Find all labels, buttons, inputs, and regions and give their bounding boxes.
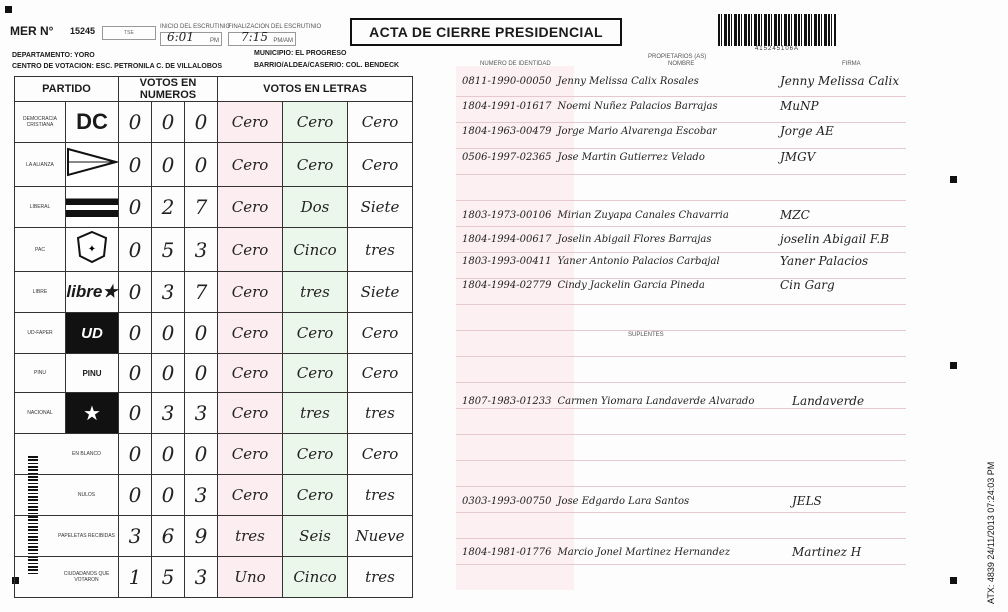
vote-digit[interactable]: 0 bbox=[119, 143, 152, 187]
barrio-label: BARRIO/ALDEA/CASERIO: bbox=[254, 62, 344, 69]
barrio-value: COL. BENDECK bbox=[345, 62, 400, 69]
vote-word[interactable]: Cero bbox=[218, 393, 283, 434]
vote-word[interactable]: Cero bbox=[283, 434, 348, 475]
registration-mark bbox=[950, 362, 957, 369]
vote-word[interactable]: Cero bbox=[348, 313, 413, 354]
vote-word[interactable]: Cero bbox=[348, 354, 413, 393]
inicio-ampm: PM bbox=[210, 38, 219, 44]
member-id[interactable]: 0811-1990-00050 bbox=[462, 76, 552, 87]
vote-digit[interactable]: 0 bbox=[152, 354, 185, 393]
table-row bbox=[15, 143, 413, 187]
vote-word[interactable]: Cinco bbox=[283, 557, 348, 598]
table-row bbox=[15, 516, 413, 557]
tse-logo-icon: TSE bbox=[102, 26, 156, 40]
vote-digit[interactable]: 0 bbox=[152, 143, 185, 187]
mer-number: 15245 bbox=[70, 26, 96, 36]
ruled-line bbox=[456, 330, 906, 331]
ruled-line bbox=[456, 96, 906, 97]
vote-digit[interactable]: 0 bbox=[119, 272, 152, 313]
vote-word[interactable]: tres bbox=[283, 393, 348, 434]
member-row bbox=[462, 76, 699, 87]
centro-row bbox=[12, 63, 222, 70]
member-id[interactable]: 1803-1973-00106 bbox=[462, 210, 552, 221]
fin-time: 7:15 bbox=[241, 30, 268, 44]
member-id[interactable]: 0303-1993-00750 bbox=[462, 496, 552, 507]
vote-digit[interactable]: 0 bbox=[119, 313, 152, 354]
vote-digit[interactable]: 6 bbox=[152, 516, 185, 557]
vote-word[interactable]: Dos bbox=[283, 187, 348, 228]
vote-digit[interactable]: 0 bbox=[152, 475, 185, 516]
member-signature[interactable]: JELS bbox=[792, 494, 822, 508]
table-row bbox=[15, 354, 413, 393]
party-logo-icon bbox=[66, 187, 119, 228]
vote-digit[interactable]: 0 bbox=[119, 187, 152, 228]
vote-digit[interactable]: 0 bbox=[185, 102, 218, 143]
vote-digit[interactable]: 0 bbox=[152, 102, 185, 143]
party-name: UD-FAPER bbox=[15, 313, 66, 354]
member-signature[interactable]: Martinez H bbox=[792, 545, 862, 559]
col-partido: PARTIDO bbox=[15, 77, 119, 102]
barcode-number: 415245106A bbox=[754, 46, 800, 52]
registration-mark bbox=[5, 6, 12, 13]
departamento-row bbox=[12, 52, 95, 59]
vote-digit[interactable]: 0 bbox=[119, 475, 152, 516]
ruled-line bbox=[456, 200, 906, 201]
ruled-line bbox=[456, 408, 906, 409]
member-id[interactable]: 1803-1993-00411 bbox=[462, 256, 552, 267]
member-row bbox=[462, 234, 712, 245]
member-id[interactable]: 1804-1994-02779 bbox=[462, 280, 552, 291]
vote-word[interactable]: tres bbox=[283, 272, 348, 313]
member-id[interactable]: 1807-1983-01233 bbox=[462, 396, 552, 407]
vote-word[interactable]: Cero bbox=[283, 354, 348, 393]
nombre-label: NOMBRE bbox=[668, 61, 695, 67]
ruled-line bbox=[456, 356, 906, 357]
vote-word[interactable]: Cero bbox=[218, 313, 283, 354]
ruled-line bbox=[456, 382, 906, 383]
vote-word[interactable]: Siete bbox=[348, 272, 413, 313]
vote-word[interactable]: Cero bbox=[283, 313, 348, 354]
ruled-line bbox=[456, 512, 906, 513]
timestamp-stamp: ATX: 4839 24/11/2013 07:24:03 PM bbox=[986, 461, 996, 604]
svg-text:✦: ✦ bbox=[87, 244, 97, 255]
suplentes-label: SUPLENTES bbox=[628, 332, 664, 338]
table-row bbox=[15, 102, 413, 143]
ruled-line bbox=[456, 226, 906, 227]
vote-digit[interactable]: 5 bbox=[152, 228, 185, 272]
fin-box bbox=[228, 32, 296, 46]
party-logo-icon: ★ bbox=[66, 393, 119, 434]
member-signature[interactable]: Jenny Melissa Calix bbox=[780, 74, 900, 88]
vote-word[interactable]: Cero bbox=[218, 272, 283, 313]
party-name: PINU bbox=[15, 354, 66, 393]
vote-digit[interactable]: 7 bbox=[185, 272, 218, 313]
party-name: EN BLANCO bbox=[15, 434, 119, 475]
party-logo-icon bbox=[66, 143, 119, 187]
ruled-line bbox=[456, 486, 906, 487]
party-name: LA ALIANZA bbox=[15, 143, 66, 187]
table-row bbox=[15, 313, 413, 354]
ruled-line bbox=[456, 434, 906, 435]
member-id[interactable]: 1804-1981-01776 bbox=[462, 547, 552, 558]
member-name[interactable]: Yaner Antonio Palacios Carbajal bbox=[557, 256, 720, 267]
party-logo-icon: DC bbox=[66, 102, 119, 143]
member-name[interactable]: Mirian Zuyapa Canales Chavarria bbox=[557, 210, 729, 221]
member-name[interactable]: Carmen Yiomara Landaverde Alvarado bbox=[557, 396, 755, 407]
ruled-line bbox=[456, 174, 906, 175]
member-signature[interactable]: Yaner Palacios bbox=[780, 254, 869, 268]
member-name[interactable]: Jose Martin Gutierrez Velado bbox=[557, 152, 705, 163]
col-letras: VOTOS EN LETRAS bbox=[218, 77, 413, 102]
vote-digit[interactable]: 3 bbox=[185, 393, 218, 434]
ruled-line bbox=[456, 278, 906, 279]
party-name: NACIONAL bbox=[15, 393, 66, 434]
party-logo-icon: libre★ bbox=[66, 272, 119, 313]
votes-table bbox=[14, 76, 413, 598]
propietarios-label: PROPIETARIOS (AS) bbox=[648, 54, 707, 60]
vote-digit[interactable]: 3 bbox=[119, 516, 152, 557]
vote-word[interactable]: Cero bbox=[283, 102, 348, 143]
departamento-label: DEPARTAMENTO: bbox=[12, 52, 73, 59]
party-name: CIUDADANOS QUE VOTARON bbox=[15, 557, 119, 598]
party-name: PAPELETAS RECIBIDAS bbox=[15, 516, 119, 557]
vote-word[interactable]: tres bbox=[348, 475, 413, 516]
vote-digit[interactable]: 0 bbox=[119, 434, 152, 475]
vote-word[interactable]: Seis bbox=[283, 516, 348, 557]
table-row bbox=[15, 393, 413, 434]
member-id[interactable]: 1804-1991-01617 bbox=[462, 101, 552, 112]
member-name[interactable]: Joselin Abigail Flores Barrajas bbox=[557, 234, 712, 245]
member-row bbox=[462, 256, 720, 267]
fin-label: FINALIZACION DEL ESCRUTINIO bbox=[228, 24, 322, 30]
vote-digit[interactable]: 3 bbox=[185, 475, 218, 516]
col-numeros: VOTOS EN NUMEROS bbox=[119, 77, 218, 102]
member-signature[interactable]: MZC bbox=[780, 208, 810, 222]
vote-digit[interactable]: 7 bbox=[185, 187, 218, 228]
member-row bbox=[462, 280, 705, 291]
member-name[interactable]: Jorge Mario Alvarenga Escobar bbox=[557, 126, 718, 137]
party-logo-icon: PINU bbox=[66, 354, 119, 393]
vote-word[interactable]: Cero bbox=[218, 187, 283, 228]
vote-digit[interactable]: 0 bbox=[185, 313, 218, 354]
party-name: PAC bbox=[15, 228, 66, 272]
member-name[interactable]: Marcio Jonel Martinez Hernandez bbox=[557, 547, 731, 558]
ruled-line bbox=[456, 460, 906, 461]
member-row bbox=[462, 496, 689, 507]
member-signature[interactable]: joselin Abigail F.B bbox=[780, 232, 890, 246]
member-row bbox=[462, 396, 754, 407]
centro-label: CENTRO DE VOTACION: bbox=[12, 63, 94, 70]
vote-word[interactable]: tres bbox=[218, 516, 283, 557]
vote-word[interactable]: Cero bbox=[283, 475, 348, 516]
member-row bbox=[462, 547, 730, 558]
vote-digit[interactable]: 5 bbox=[152, 557, 185, 598]
firma-label: FIRMA bbox=[842, 61, 861, 67]
registration-mark bbox=[950, 176, 957, 183]
table-row bbox=[15, 557, 413, 598]
inicio-label: INICIO DEL ESCRUTINIO bbox=[160, 24, 231, 30]
member-id[interactable]: 1804-1963-00479 bbox=[462, 126, 552, 137]
vote-word[interactable]: Cero bbox=[218, 228, 283, 272]
vote-word[interactable]: Cero bbox=[283, 143, 348, 187]
vote-digit[interactable]: 3 bbox=[185, 557, 218, 598]
vote-digit[interactable]: 0 bbox=[119, 102, 152, 143]
ruled-line bbox=[456, 252, 906, 253]
member-signature[interactable]: Landaverde bbox=[792, 394, 865, 408]
vote-digit[interactable]: 0 bbox=[119, 393, 152, 434]
vote-word[interactable]: Uno bbox=[218, 557, 283, 598]
fin-ampm: PM/AM bbox=[273, 38, 293, 44]
member-signature[interactable]: MuNP bbox=[780, 99, 819, 113]
vote-word[interactable]: Cinco bbox=[283, 228, 348, 272]
member-row bbox=[462, 126, 717, 137]
party-name: LIBERAL bbox=[15, 187, 66, 228]
vote-word[interactable]: Cero bbox=[218, 475, 283, 516]
ruled-line bbox=[456, 564, 906, 565]
vote-digit[interactable]: 0 bbox=[185, 354, 218, 393]
table-row bbox=[15, 272, 413, 313]
table-row bbox=[15, 228, 413, 272]
party-name: NULOS bbox=[15, 475, 119, 516]
member-row bbox=[462, 101, 718, 112]
vote-word[interactable]: Cero bbox=[218, 354, 283, 393]
vote-word[interactable]: Cero bbox=[348, 102, 413, 143]
party-name: DEMOCRACIA CRISTIANA bbox=[15, 102, 66, 143]
table-row bbox=[15, 434, 413, 475]
vote-digit[interactable]: 1 bbox=[119, 557, 152, 598]
member-id[interactable]: 1804-1994-00617 bbox=[462, 234, 552, 245]
vote-digit[interactable]: 0 bbox=[185, 143, 218, 187]
municipio-value: EL PROGRESO bbox=[295, 50, 347, 57]
member-signature[interactable]: JMGV bbox=[780, 150, 816, 164]
vote-digit[interactable]: 0 bbox=[152, 434, 185, 475]
member-signature[interactable]: Cin Garg bbox=[780, 278, 835, 292]
vote-word[interactable]: Cero bbox=[218, 434, 283, 475]
vote-word[interactable]: Cero bbox=[218, 143, 283, 187]
party-logo-icon bbox=[66, 228, 119, 272]
party-name: LIBRE bbox=[15, 272, 66, 313]
vote-digit[interactable]: 0 bbox=[119, 354, 152, 393]
vote-digit[interactable]: 2 bbox=[152, 187, 185, 228]
member-name[interactable]: Jose Edgardo Lara Santos bbox=[557, 496, 690, 507]
vote-word[interactable]: tres bbox=[348, 557, 413, 598]
municipio-label: MUNICIPIO: bbox=[254, 50, 294, 57]
member-name[interactable]: Jenny Melissa Calix Rosales bbox=[557, 76, 699, 87]
vote-word[interactable]: Cero bbox=[348, 434, 413, 475]
party-logo-icon: UD bbox=[66, 313, 119, 354]
member-name[interactable]: Noemi Nuñez Palacios Barrajas bbox=[557, 101, 718, 112]
member-row bbox=[462, 210, 729, 221]
vote-digit[interactable]: 3 bbox=[152, 393, 185, 434]
vote-digit[interactable]: 3 bbox=[185, 228, 218, 272]
vote-digit[interactable]: 0 bbox=[119, 228, 152, 272]
numero-identidad-label: NUMERO DE IDENTIDAD bbox=[480, 61, 551, 67]
vote-digit[interactable]: 0 bbox=[185, 434, 218, 475]
vote-word[interactable]: Cero bbox=[348, 143, 413, 187]
departamento-value: YORO bbox=[74, 52, 95, 59]
vote-word[interactable]: tres bbox=[348, 228, 413, 272]
barrio-row bbox=[254, 62, 399, 69]
centro-value: ESC. PETRONILA C. DE VILLALOBOS bbox=[95, 63, 223, 70]
ruled-line bbox=[456, 122, 906, 123]
member-signature[interactable]: Jorge AE bbox=[780, 124, 834, 138]
vote-word[interactable]: Siete bbox=[348, 187, 413, 228]
document-title: ACTA DE CIERRE PRESIDENCIAL bbox=[350, 18, 622, 46]
vote-word[interactable]: Cero bbox=[218, 102, 283, 143]
ruled-line bbox=[456, 148, 906, 149]
mer-label: MER N° bbox=[10, 24, 54, 38]
registration-mark bbox=[950, 577, 957, 584]
vote-word[interactable]: Nueve bbox=[348, 516, 413, 557]
member-name[interactable]: Cindy Jackelin Garcia Pineda bbox=[557, 280, 705, 291]
ruled-line bbox=[456, 304, 906, 305]
vote-digit[interactable]: 3 bbox=[152, 272, 185, 313]
vote-word[interactable]: tres bbox=[348, 393, 413, 434]
vote-digit[interactable]: 9 bbox=[185, 516, 218, 557]
table-row bbox=[15, 187, 413, 228]
barcode-icon bbox=[718, 14, 836, 46]
member-id[interactable]: 0506-1997-02365 bbox=[462, 152, 552, 163]
inicio-box bbox=[160, 32, 222, 46]
vote-digit[interactable]: 0 bbox=[152, 313, 185, 354]
inicio-time: 6:01 bbox=[167, 30, 194, 44]
table-row bbox=[15, 475, 413, 516]
municipio-row bbox=[254, 50, 346, 57]
member-row bbox=[462, 152, 705, 163]
ruled-line bbox=[456, 538, 906, 539]
